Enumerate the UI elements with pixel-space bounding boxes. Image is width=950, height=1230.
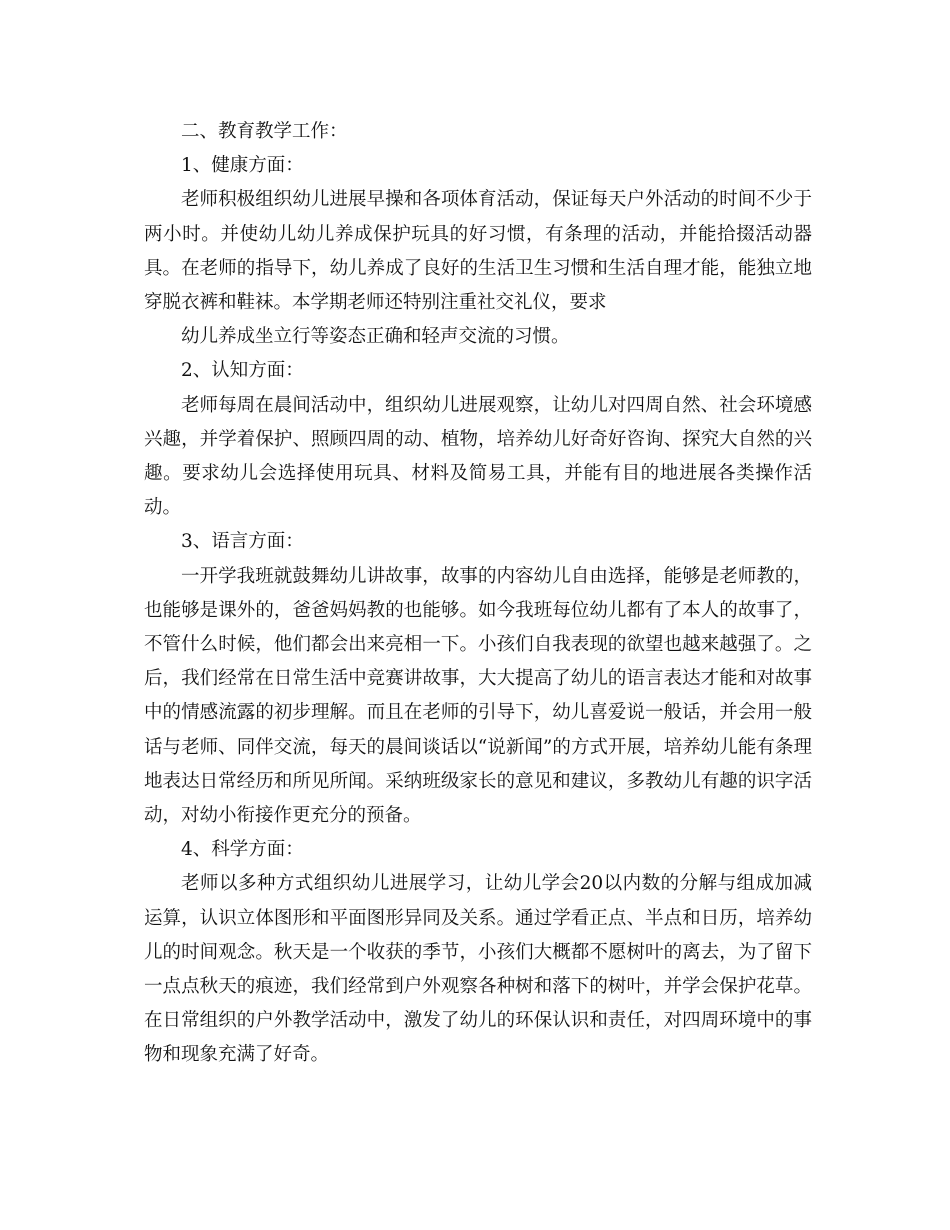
section-title: 二、教育教学工作： — [181, 121, 348, 142]
language-paragraph: 一开学我班就鼓舞幼儿讲故事，故事的内容幼儿自由选择，能够是老师教的，也能够是课外的，爸爸妈妈教的也能够。如今我班每位幼儿都有了本人的故事了，不管什么时候，他们都会出来亮相一下。小孩们自我表现的欲望也越来越强了。之后，我们经常在日常生活中竞赛讲故事，大大提高了幼儿的语言表达才能和对故事中的情感流露的初步理解。而且在老师的引导下，幼儿喜爱说一般话，并会用一般话与老师、同伴交流，每天的晨间谈话以“说新闻”的方式开展，培养幼儿能有条理地表达日常经历和所见所闻。采纳班级家长的意见和建议，多教幼儿有趣的识字活动，对幼小衔接作更充分的预备。 — [144, 565, 812, 827]
language-heading: 3、语言方面： — [181, 531, 304, 553]
health-heading: 1、健康方面： — [181, 155, 304, 177]
science-paragraph: 老师以多种方式组织幼儿进展学习，让幼儿学会20以内数的分解与组成加减运算，认识立体图形和平面图形异同及关系。通过学看正点、半点和日历，培养幼儿的时间观念。秋天是一个收获的季节，小孩们大概都不愿树叶的离去，为了留下一点点秋天的痕迹，我们经常到户外观察各种树和落下的树叶，并学会保护花草。在日常组织的户外教学活动中，激发了幼儿的环保认识和责任，对四周环境中的事物和现象充满了好奇。 — [144, 873, 812, 1066]
cognition-paragraph: 老师每周在晨间活动中，组织幼儿进展观察，让幼儿对四周自然、社会环境感兴趣，并学着保护、照顾四周的动、植物，培养幼儿好奇好咨询、探究大自然的兴趣。要求幼儿会选择使用玩具、材料及简易工具，并能有目的地进展各类操作活动。 — [144, 394, 812, 519]
science-heading: 4、科学方面： — [181, 839, 304, 861]
health-paragraph-continued: 幼儿养成坐立行等姿态正确和轻声交流的习惯。 — [181, 326, 570, 348]
document-page — [144, 115, 812, 1073]
health-paragraph: 老师积极组织幼儿进展早操和各项体育活动，保证每天户外活动的时间不少于两小时。并使幼儿幼儿养成保护玩具的好习惯，有条理的活动，并能拾掇活动器具。在老师的指导下，幼儿养成了良好的生活卫生习惯和生活自理才能，能独立地穿脱衣裤和鞋袜。本学期老师还特别注重社交礼仪，要求 — [144, 189, 812, 314]
cognition-heading: 2、认知方面： — [181, 360, 304, 382]
